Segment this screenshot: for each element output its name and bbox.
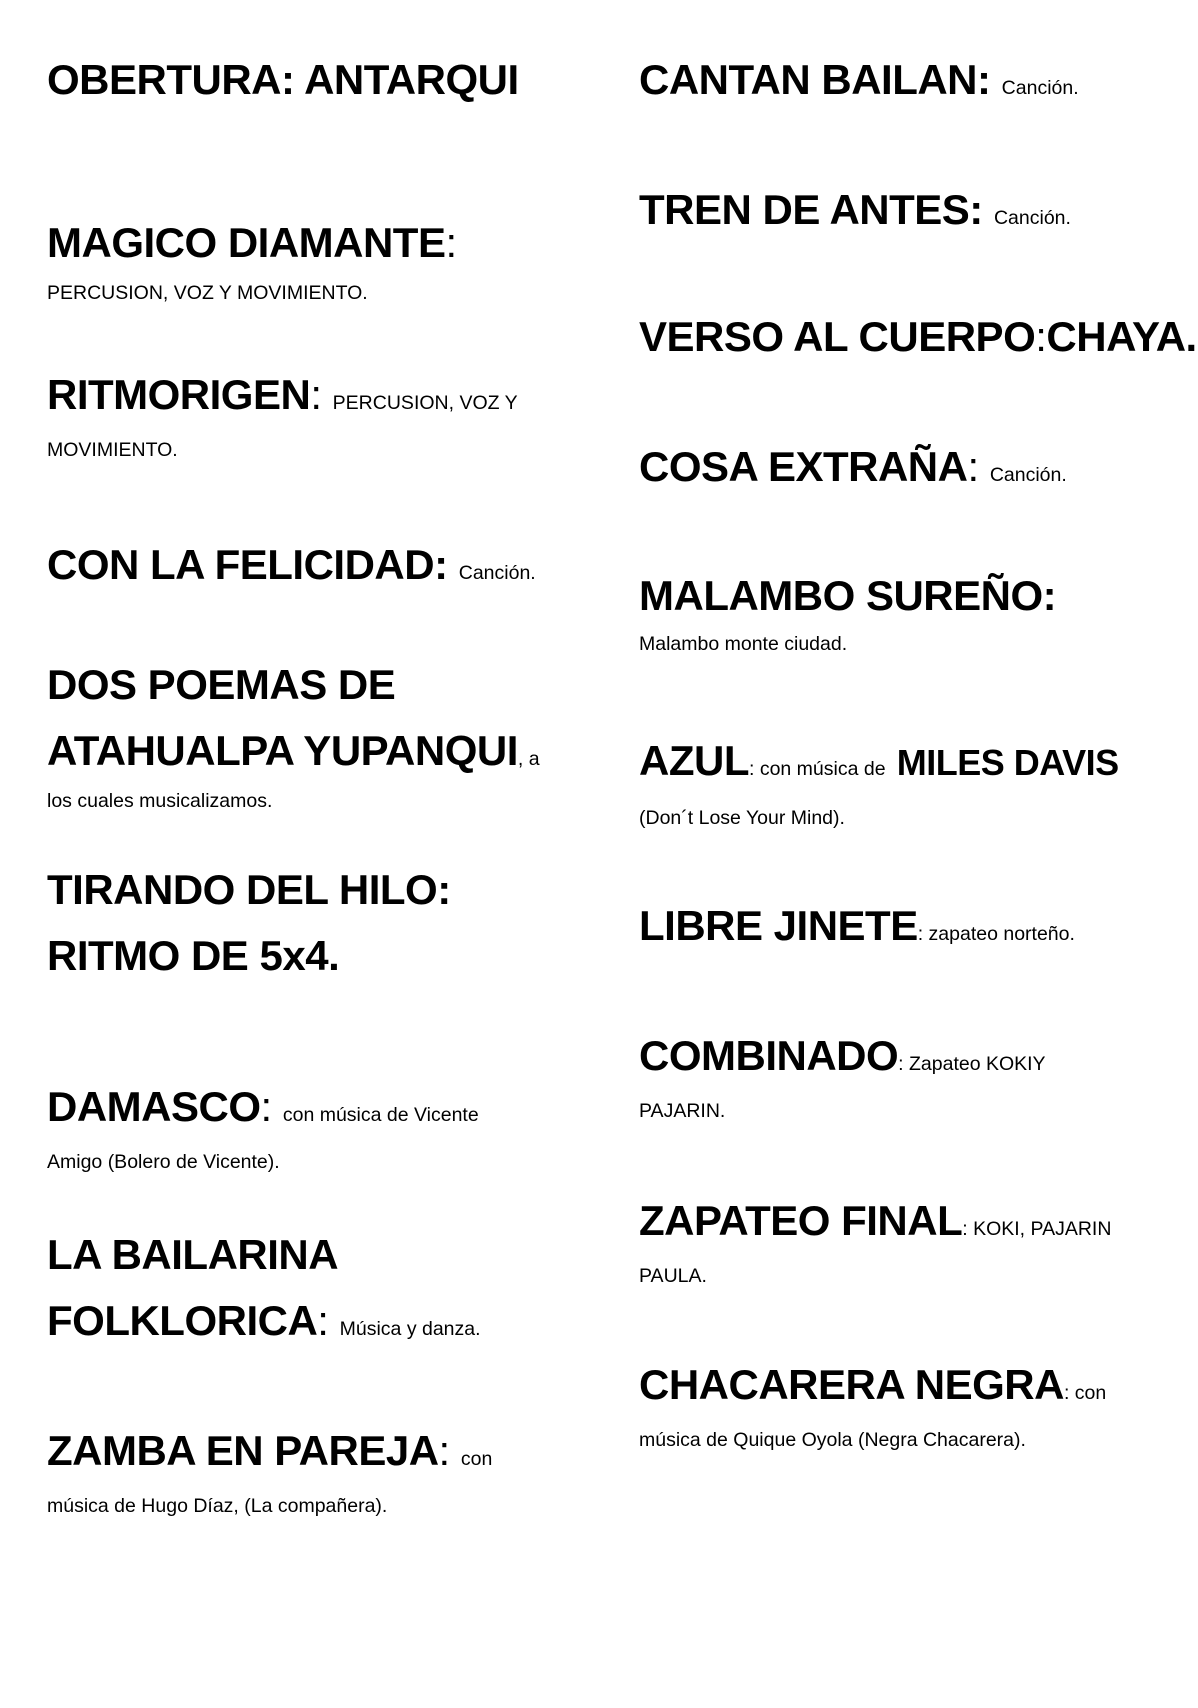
item-artist: MILES DAVIS xyxy=(896,742,1119,783)
item-description-continued: música de Hugo Díaz, (La compañera). xyxy=(47,1495,388,1517)
program-item-magico-diamante xyxy=(47,210,607,310)
program-item-con-la-felicidad xyxy=(47,532,607,598)
item-title-line xyxy=(639,47,1179,113)
program-item-verso-al-cuerpo xyxy=(639,304,1197,370)
item-colon: : xyxy=(310,371,322,418)
item-description: Canción. xyxy=(993,207,1071,229)
item-description-continued: Amigo (Bolero de Vicente). xyxy=(47,1151,280,1173)
item-description: : Zapateo KOKIY xyxy=(898,1053,1046,1075)
item-title-line xyxy=(639,434,1179,500)
item-description-continued: PAJARIN. xyxy=(639,1100,726,1122)
item-title: RITMORIGEN xyxy=(47,371,311,418)
item-description: PERCUSION, VOZ Y xyxy=(332,392,518,414)
item-description: con música de Vicente xyxy=(282,1104,479,1126)
item-description: Canción. xyxy=(458,562,536,584)
item-description-continued: los cuales musicalizamos. xyxy=(47,790,273,812)
item-colon: : xyxy=(317,1297,329,1344)
item-title-line xyxy=(47,1074,607,1140)
item-title-line xyxy=(639,177,1179,243)
item-colon: : xyxy=(260,1083,272,1130)
item-description-continued: MOVIMIENTO. xyxy=(47,439,178,461)
item-title: MALAMBO SUREÑO: xyxy=(639,572,1057,619)
program-item-zamba-en-pareja xyxy=(47,1418,607,1528)
item-title: CHACARERA NEGRA xyxy=(639,1361,1064,1408)
item-description: Malambo monte ciudad. xyxy=(639,633,848,655)
item-colon: : xyxy=(445,219,457,266)
program-item-cantan-bailan xyxy=(639,47,1179,113)
item-colon: : xyxy=(967,443,979,490)
item-title-line xyxy=(639,1023,1179,1089)
item-description-continued: (Don´t Lose Your Mind). xyxy=(639,807,845,829)
item-title: ZAMBA EN PAREJA xyxy=(47,1427,439,1474)
program-item-obertura xyxy=(47,47,607,113)
item-title-line xyxy=(47,532,607,598)
item-title-line xyxy=(47,210,607,276)
item-title-continued: CHAYA. xyxy=(1046,313,1197,360)
item-title-line xyxy=(47,718,607,784)
item-title: DOS POEMAS DE xyxy=(47,661,396,708)
item-description: : con música de xyxy=(748,758,886,780)
item-description: PERCUSION, VOZ Y MOVIMIENTO. xyxy=(47,282,368,304)
item-description-continued: música de Quique Oyola (Negra Chacarera). xyxy=(639,1429,1026,1451)
item-description: : KOKI, PAJARIN xyxy=(962,1218,1112,1240)
item-title: CANTAN BAILAN: xyxy=(639,56,991,103)
item-title: VERSO AL CUERPO xyxy=(639,313,1036,360)
item-title-line xyxy=(639,1188,1179,1254)
program-item-tirando-del-hilo xyxy=(47,857,607,989)
item-description: Música y danza. xyxy=(339,1318,481,1340)
item-title: AZUL xyxy=(639,737,749,784)
item-title-line xyxy=(639,728,1179,796)
item-title-continued: FOLKLORICA xyxy=(47,1297,318,1344)
item-title: ZAPATEO FINAL xyxy=(639,1197,963,1244)
item-title: LIBRE JINETE xyxy=(639,902,918,949)
item-title: COSA EXTRAÑA xyxy=(639,443,968,490)
item-title-line xyxy=(47,1288,607,1354)
item-title: CON LA FELICIDAD: xyxy=(47,541,448,588)
program-item-azul xyxy=(639,728,1179,840)
item-description: Canción. xyxy=(989,464,1067,486)
item-title-line xyxy=(639,304,1197,370)
item-description-continued: PAULA. xyxy=(639,1265,707,1287)
program-item-malambo-sureno xyxy=(639,563,1179,659)
item-title: DAMASCO xyxy=(47,1083,261,1130)
program-item-la-bailarina-folklorica xyxy=(47,1222,607,1354)
item-title: COMBINADO xyxy=(639,1032,899,1079)
item-title-line xyxy=(47,1418,607,1484)
program-item-libre-jinete xyxy=(639,893,1179,959)
program-item-tren-de-antes xyxy=(639,177,1179,243)
item-title-line xyxy=(639,893,1179,959)
item-description: Canción. xyxy=(1001,77,1079,99)
item-description: con xyxy=(460,1448,493,1470)
item-colon: : xyxy=(1035,313,1047,360)
program-item-ritmorigen xyxy=(47,362,607,472)
item-title: LA BAILARINA xyxy=(47,1231,339,1278)
item-title: MAGICO DIAMANTE xyxy=(47,219,446,266)
item-title-line xyxy=(639,1352,1179,1418)
item-description: , a xyxy=(517,748,540,770)
program-item-dos-poemas xyxy=(47,652,607,818)
program-item-cosa-extrana xyxy=(639,434,1179,500)
program-item-zapateo-final xyxy=(639,1188,1179,1298)
item-title-continued: RITMO DE 5x4. xyxy=(47,932,340,979)
item-title-continued: ATAHUALPA YUPANQUI xyxy=(47,727,518,774)
item-colon: : xyxy=(438,1427,450,1474)
item-title: TIRANDO DEL HILO: xyxy=(47,866,451,913)
item-title: TREN DE ANTES: xyxy=(639,186,983,233)
program-item-chacarera-negra xyxy=(639,1352,1179,1462)
program-item-combinado xyxy=(639,1023,1179,1133)
program-item-damasco xyxy=(47,1074,607,1184)
item-title-line xyxy=(47,362,607,428)
item-description: : zapateo norteño. xyxy=(917,923,1075,945)
item-title: OBERTURA: ANTARQUI xyxy=(47,56,519,103)
item-description: : con xyxy=(1063,1382,1107,1404)
